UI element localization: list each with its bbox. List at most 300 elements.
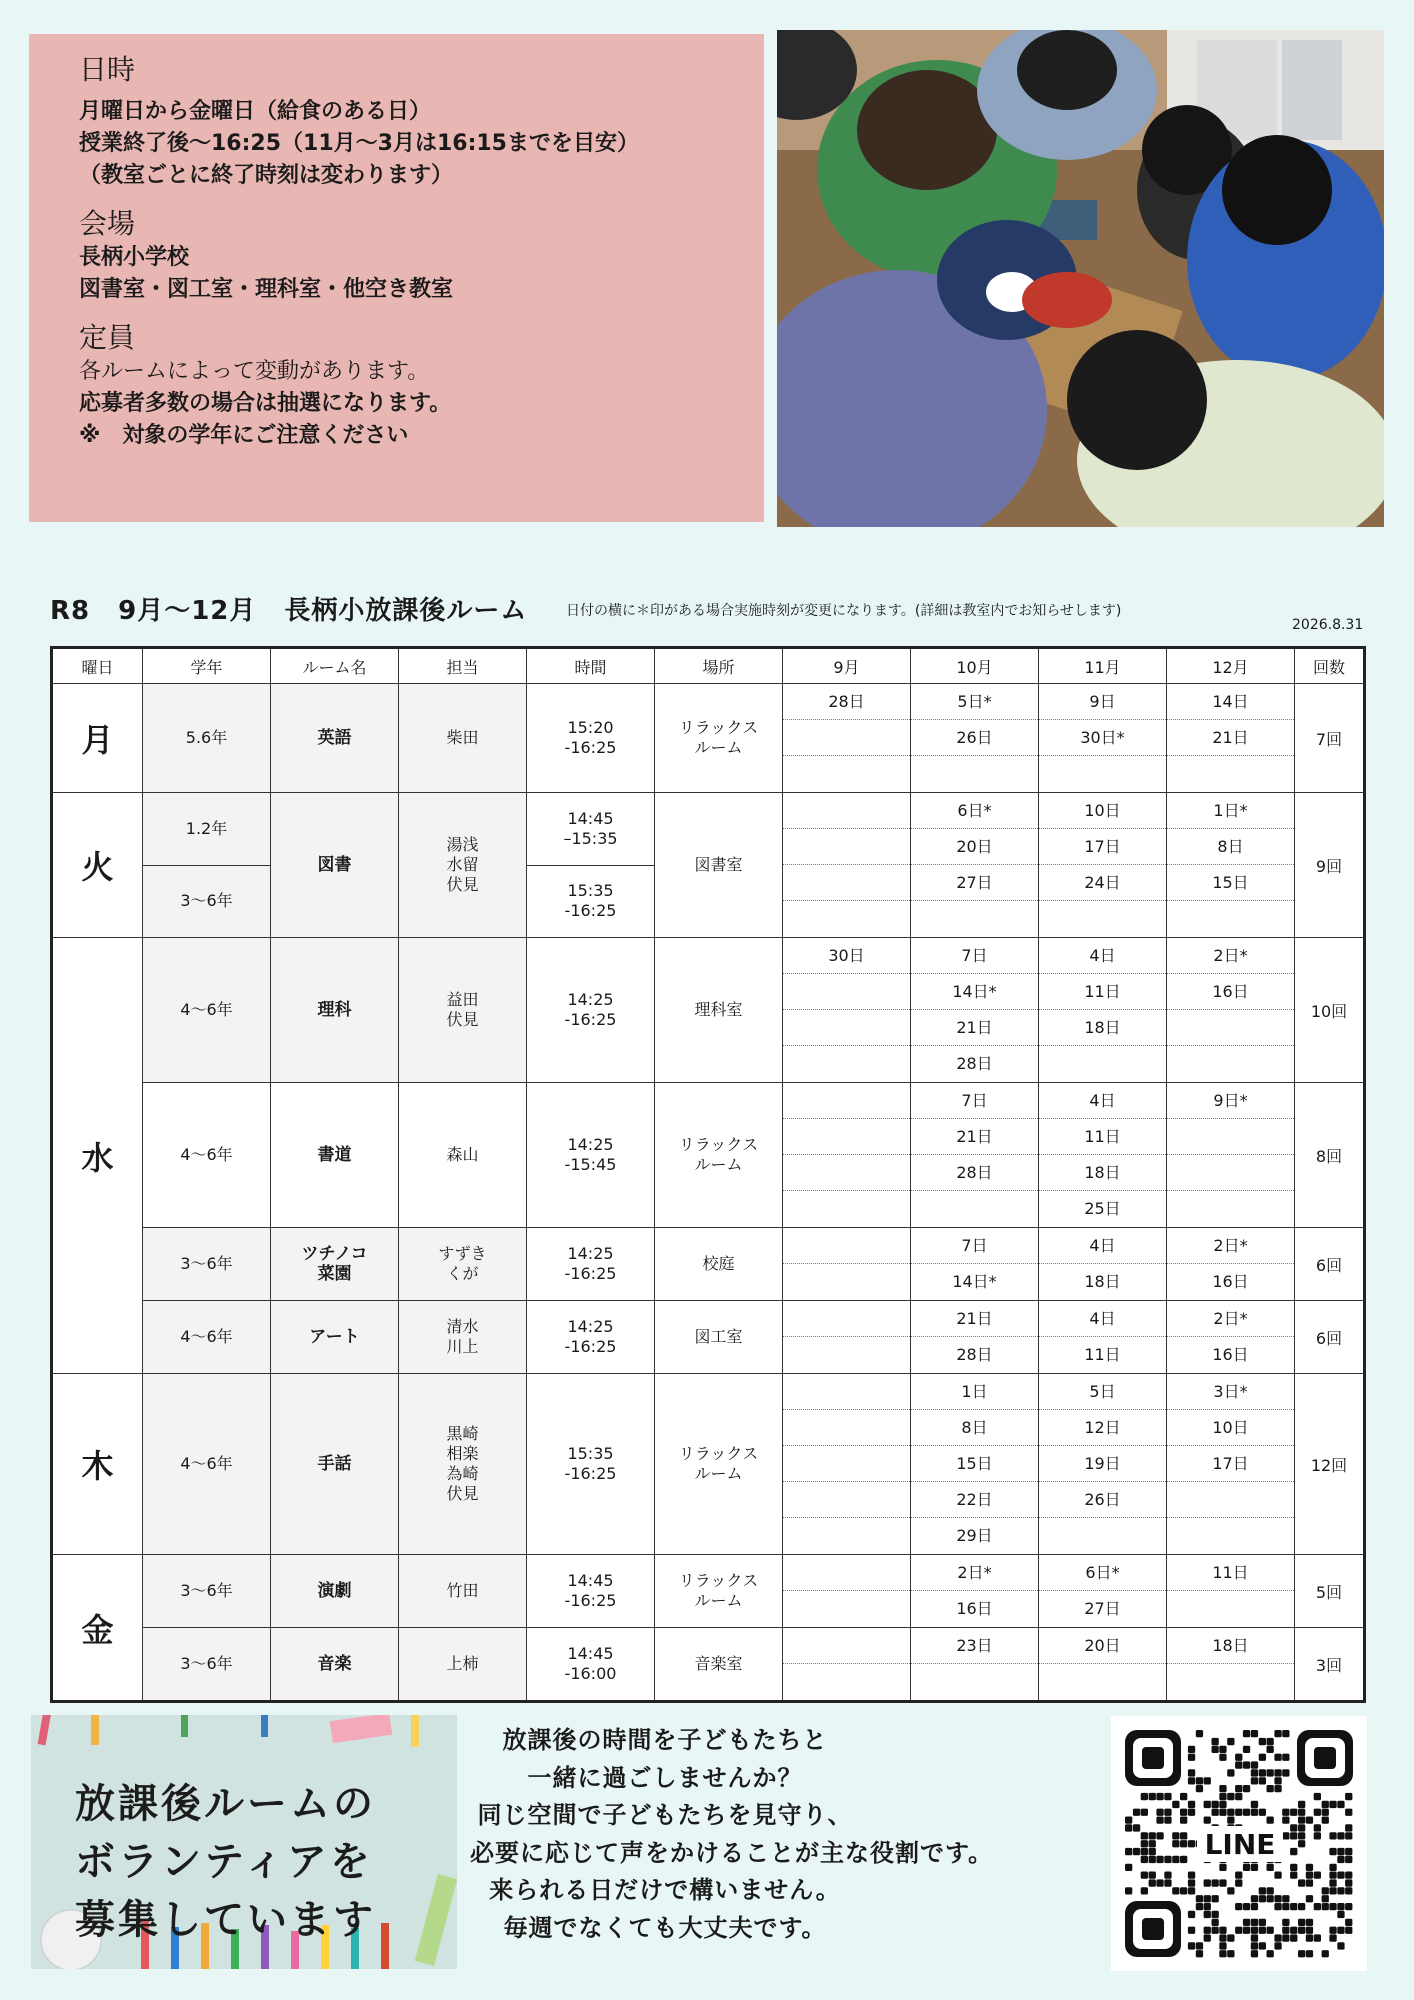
date-entry: 9日* — [1167, 1083, 1294, 1119]
date-entry: 8日 — [911, 1410, 1038, 1446]
time-line: 15:20 — [567, 718, 614, 737]
table-row — [52, 938, 1365, 1083]
time-cell — [527, 1555, 655, 1628]
place-cell — [655, 793, 783, 938]
place-line: 図工室 — [694, 1327, 743, 1346]
header-day: 曜日 — [52, 648, 143, 684]
date-entry: 16日 — [956, 1599, 993, 1618]
capacity-line: 応募者多数の場合は抽選になります。 — [79, 391, 452, 416]
venue-line: 図書室・図工室・理科室・他空き教室 — [79, 277, 454, 302]
qr-line-label: LINE — [1204, 1828, 1276, 1861]
staff-line: 伏見 — [446, 1010, 479, 1029]
place-line: リラックス — [678, 1444, 759, 1463]
date-entry — [1167, 1046, 1294, 1082]
date-entry: 21日 — [911, 1119, 1038, 1155]
month-cell — [1167, 684, 1295, 793]
month-cell — [911, 1555, 1039, 1628]
date-entry: 3日* — [1167, 1374, 1294, 1410]
place-line: ルーム — [694, 738, 743, 757]
date-entry: 18日 — [1084, 1272, 1121, 1291]
date-entry — [783, 974, 910, 1010]
staff-line: 益田 — [446, 990, 479, 1009]
month-cell — [1167, 938, 1295, 1083]
volunteer-line: 放課後ルームの — [75, 1781, 376, 1827]
month-dates — [1167, 1083, 1294, 1227]
month-dates — [1039, 1301, 1166, 1373]
date-entry: 27日 — [911, 865, 1038, 901]
month-dates — [1039, 793, 1166, 937]
date-entry: 28日 — [956, 1054, 993, 1073]
table-row — [52, 684, 1365, 793]
day-cell: 水 — [52, 938, 143, 1374]
date-entry — [783, 1374, 910, 1410]
header-grade: 学年 — [143, 648, 271, 684]
date-entry: 18日 — [1039, 1155, 1166, 1191]
date-entry — [783, 1155, 910, 1191]
grade-cell: 3〜6年 — [143, 1555, 271, 1628]
count-cell: 6回 — [1295, 1228, 1365, 1301]
message-line: 同じ空間で子どもたちを見守り、 — [477, 1801, 853, 1829]
table-row — [52, 1555, 1365, 1628]
time-line: 14:25 — [567, 1244, 614, 1263]
room-cell — [271, 1228, 399, 1301]
month-cell — [783, 1628, 911, 1702]
place-line: リラックス — [678, 1571, 759, 1590]
children-photo — [777, 30, 1384, 527]
place-line: 図書室 — [694, 855, 743, 874]
month-dates — [783, 938, 910, 1082]
volunteer-line: ボランティアを — [75, 1839, 373, 1885]
time-line: –15:35 — [563, 828, 618, 848]
month-dates — [783, 1228, 910, 1300]
date-entry: 15日 — [1167, 865, 1294, 901]
date-entry — [783, 1446, 910, 1482]
staff-line: 黒崎 — [446, 1424, 479, 1443]
capacity-line: 各ルームによって変動があります。 — [79, 359, 430, 384]
room-cell: 書道 — [271, 1083, 399, 1228]
date-entry: 1日* — [1167, 793, 1294, 829]
month-dates — [783, 1374, 910, 1554]
month-dates — [911, 1228, 1038, 1300]
room-cell: 演劇 — [271, 1555, 399, 1628]
month-cell — [1167, 1374, 1295, 1555]
date-entry: 30日 — [783, 938, 910, 974]
count-cell: 10回 — [1295, 938, 1365, 1083]
staff-cell — [399, 1555, 527, 1628]
date-entry — [783, 1518, 910, 1554]
date-entry: 17日 — [1167, 1446, 1294, 1482]
date-entry: 28日 — [956, 1345, 993, 1364]
capacity-section — [79, 316, 714, 452]
venue-heading: 会場 — [79, 207, 136, 240]
date-entry — [783, 1410, 910, 1446]
time-line: -16:25 — [564, 1591, 617, 1610]
month-cell — [783, 1228, 911, 1301]
date-entry: 10日 — [1167, 1410, 1294, 1446]
header-time: 時間 — [527, 648, 655, 684]
date-entry — [783, 1555, 910, 1591]
header-dec: 12月 — [1167, 648, 1295, 684]
date-entry — [783, 1301, 910, 1337]
time-cell — [527, 1301, 655, 1374]
message-line: 放課後の時間を子どもたちと — [502, 1726, 828, 1754]
date-entry: 26日 — [1039, 1482, 1166, 1518]
grade-cell: 5.6年 — [143, 684, 271, 793]
table-header-row — [52, 648, 1365, 684]
staff-cell — [399, 793, 527, 938]
date-entry: 14日* — [911, 974, 1038, 1010]
date-entry — [783, 1228, 910, 1264]
date-entry: 12日 — [1039, 1410, 1166, 1446]
time-line: -16:25 — [564, 738, 617, 757]
capacity-heading: 定員 — [79, 321, 136, 354]
date-entry — [783, 1119, 910, 1155]
place-cell — [655, 1628, 783, 1702]
time-line: -16:25 — [564, 1264, 617, 1283]
header-count: 回数 — [1295, 648, 1365, 684]
date-entry: 11日 — [1039, 1119, 1166, 1155]
grade-cell: 4〜6年 — [143, 1374, 271, 1555]
date-entry: 25日 — [1084, 1199, 1121, 1218]
month-dates — [911, 793, 1038, 937]
date-entry: 1日 — [911, 1374, 1038, 1410]
month-dates — [1167, 1628, 1294, 1700]
capacity-line: ※ 対象の学年にご注意ください — [79, 423, 409, 448]
month-dates — [1039, 1228, 1166, 1300]
volunteer-line: 募集しています — [75, 1897, 376, 1943]
children-illustration — [777, 30, 1384, 527]
date-entry — [783, 793, 910, 829]
place-cell — [655, 938, 783, 1083]
staff-line: 相楽 — [446, 1444, 479, 1463]
table-row — [52, 1083, 1365, 1228]
date-entry — [783, 1337, 910, 1373]
date-entry: 16日 — [1212, 1345, 1249, 1364]
date-entry — [1167, 1119, 1294, 1155]
count-cell: 8回 — [1295, 1083, 1365, 1228]
time-cell — [527, 865, 655, 938]
date-entry: 4日 — [1039, 938, 1166, 974]
staff-cell — [399, 1628, 527, 1702]
header-sep: 9月 — [783, 648, 911, 684]
staff-line: 上柿 — [446, 1654, 479, 1673]
time-line: -16:25 — [564, 1010, 617, 1029]
venue-section — [79, 202, 714, 306]
header-place: 場所 — [655, 648, 783, 684]
month-dates — [783, 1301, 910, 1373]
month-cell — [911, 1083, 1039, 1228]
date-entry — [1039, 901, 1166, 937]
date-entry — [783, 829, 910, 865]
room-cell: 手話 — [271, 1374, 399, 1555]
room-cell: 図書 — [271, 793, 399, 938]
date-entry — [1167, 1191, 1294, 1227]
grade-cell: 3〜6年 — [143, 1228, 271, 1301]
date-entry: 2日* — [911, 1555, 1038, 1591]
datetime-line: （教室ごとに終了時刻は変わります） — [79, 163, 454, 188]
date-entry: 18日 — [1167, 1628, 1294, 1664]
day-cell: 月 — [52, 684, 143, 793]
month-dates — [1167, 684, 1294, 792]
time-line: -16:25 — [564, 1464, 617, 1483]
table-row — [52, 1301, 1365, 1374]
month-cell — [1039, 1083, 1167, 1228]
count-cell: 9回 — [1295, 793, 1365, 938]
table-row — [52, 1628, 1365, 1702]
date-entry — [783, 1628, 910, 1664]
month-cell — [1167, 1628, 1295, 1702]
month-cell — [783, 1374, 911, 1555]
date-entry: 23日 — [911, 1628, 1038, 1664]
qr-code-icon — [1111, 1716, 1367, 1971]
grade-cell: 4〜6年 — [143, 1083, 271, 1228]
month-dates — [1039, 1555, 1166, 1627]
month-dates — [1039, 938, 1166, 1082]
table-row — [52, 793, 1365, 866]
date-entry — [1167, 1664, 1294, 1700]
date-entry: 29日 — [956, 1526, 993, 1545]
staff-cell — [399, 1083, 527, 1228]
room-cell: アート — [271, 1301, 399, 1374]
date-entry: 2日* — [1167, 1301, 1294, 1337]
schedule-title — [50, 590, 555, 627]
date-entry: 15日 — [911, 1446, 1038, 1482]
date-entry: 20日 — [1039, 1628, 1166, 1664]
month-cell — [783, 1555, 911, 1628]
count-cell: 12回 — [1295, 1374, 1365, 1555]
grade-cell: 1.2年 — [143, 793, 271, 866]
date-entry — [1167, 756, 1294, 792]
time-line: 14:45 — [567, 1571, 614, 1590]
staff-cell — [399, 1228, 527, 1301]
month-cell — [911, 1374, 1039, 1555]
room-cell: 英語 — [271, 684, 399, 793]
message-line: 必要に応じて声をかけることが主な役割です。 — [470, 1838, 994, 1867]
schedule-table — [50, 646, 1366, 1703]
date-entry: 7日 — [911, 938, 1038, 974]
time-line: 14:25 — [567, 1135, 614, 1154]
date-entry — [783, 720, 910, 756]
time-cell — [527, 1374, 655, 1555]
date-entry: 17日 — [1039, 829, 1166, 865]
datetime-line: 授業終了後〜16:25（11月〜3月は16:15までを目安） — [79, 131, 639, 156]
time-cell — [527, 938, 655, 1083]
day-cell: 火 — [52, 793, 143, 938]
date-entry — [1167, 901, 1294, 937]
date-entry: 27日 — [1084, 1599, 1121, 1618]
time-line: 15:35 — [567, 1444, 614, 1463]
grade-cell: 3〜6年 — [143, 1628, 271, 1702]
month-dates — [783, 793, 910, 937]
date-entry: 24日 — [1039, 865, 1166, 901]
date-entry: 21日 — [911, 1301, 1038, 1337]
place-cell — [655, 1301, 783, 1374]
grade-cell: 3〜6年 — [143, 865, 271, 938]
count-cell: 7回 — [1295, 684, 1365, 793]
month-dates — [1167, 1374, 1294, 1554]
table-row — [52, 1374, 1365, 1555]
time-line: 14:45 — [567, 1644, 614, 1663]
place-line: ルーム — [694, 1591, 743, 1610]
place-cell — [655, 1374, 783, 1555]
month-cell — [1167, 1555, 1295, 1628]
message-line: 毎週でなくても大丈夫です。 — [503, 1913, 827, 1942]
staff-line: 森山 — [446, 1145, 479, 1164]
staff-line: 為崎 — [446, 1464, 479, 1483]
month-dates — [911, 938, 1038, 1082]
month-cell — [911, 684, 1039, 793]
date-entry — [1039, 1518, 1166, 1554]
month-cell — [911, 1628, 1039, 1702]
staff-line: 川上 — [446, 1337, 479, 1356]
month-cell — [783, 1083, 911, 1228]
month-cell — [1039, 938, 1167, 1083]
header-staff: 担当 — [399, 648, 527, 684]
time-line: 15:35 — [567, 881, 614, 901]
date-entry — [783, 1482, 910, 1518]
month-dates — [783, 684, 910, 792]
month-dates — [1167, 1301, 1294, 1373]
date-entry: 2日* — [1167, 1228, 1294, 1264]
room-cell: 理科 — [271, 938, 399, 1083]
month-cell — [783, 1301, 911, 1374]
month-cell — [1167, 1228, 1295, 1301]
place-line: リラックス — [678, 1135, 759, 1154]
date-entry: 14日 — [1167, 684, 1294, 720]
month-dates — [911, 1628, 1038, 1700]
staff-cell — [399, 938, 527, 1083]
date-entry: 21日 — [1167, 720, 1294, 756]
date-entry — [911, 756, 1038, 792]
date-entry: 6日* — [911, 793, 1038, 829]
date-entry: 14日* — [952, 1272, 997, 1291]
date-entry — [1167, 1482, 1294, 1518]
month-cell — [1167, 793, 1295, 938]
date-entry — [783, 1591, 910, 1627]
date-entry: 5日 — [1039, 1374, 1166, 1410]
date-entry — [783, 756, 910, 792]
staff-line: すずき — [438, 1244, 487, 1263]
date-entry — [783, 1083, 910, 1119]
place-line: 校庭 — [702, 1254, 735, 1273]
month-cell — [783, 793, 911, 938]
time-line: -16:00 — [564, 1664, 617, 1683]
time-cell — [527, 793, 655, 866]
date-entry — [783, 1046, 910, 1082]
date-entry — [783, 1010, 910, 1046]
month-cell — [783, 938, 911, 1083]
date-entry: 11日 — [1039, 974, 1166, 1010]
date-entry: 7日 — [911, 1228, 1038, 1264]
count-cell: 6回 — [1295, 1301, 1365, 1374]
time-line: -15:45 — [564, 1155, 617, 1174]
place-line: 音楽室 — [694, 1654, 743, 1673]
title-period: 9月〜12月 — [118, 596, 257, 626]
month-dates — [911, 1083, 1038, 1227]
date-entry — [783, 1264, 910, 1300]
date-entry: 5日* — [911, 684, 1038, 720]
time-line: -16:25 — [564, 901, 617, 921]
message-line: 一緒に過ごしませんか？ — [527, 1763, 803, 1792]
month-dates — [783, 1628, 910, 1700]
date-entry — [911, 1191, 1038, 1227]
month-cell — [1039, 1628, 1167, 1702]
time-line: -16:25 — [564, 1337, 617, 1356]
date-entry — [1167, 1518, 1294, 1554]
month-cell — [1039, 1374, 1167, 1555]
date-entry — [783, 865, 910, 901]
date-entry: 9日 — [1039, 684, 1166, 720]
datetime-section — [79, 48, 714, 192]
month-dates — [1039, 1083, 1166, 1227]
date-entry: 6日* — [1039, 1555, 1166, 1591]
month-dates — [783, 1083, 910, 1227]
staff-line: くが — [446, 1264, 479, 1283]
room-cell: 音楽 — [271, 1628, 399, 1702]
month-dates — [1167, 793, 1294, 937]
date-entry: 20日 — [911, 829, 1038, 865]
staff-line: 竹田 — [446, 1581, 479, 1600]
date-entry: 21日 — [911, 1010, 1038, 1046]
date-entry: 11日 — [1167, 1555, 1294, 1591]
date-entry: 4日 — [1039, 1301, 1166, 1337]
time-cell — [527, 1083, 655, 1228]
month-cell — [783, 684, 911, 793]
place-cell — [655, 1228, 783, 1301]
count-cell: 5回 — [1295, 1555, 1365, 1628]
time-line: 14:25 — [567, 1317, 614, 1336]
volunteer-text — [75, 1775, 376, 1949]
date-entry: 4日 — [1039, 1083, 1166, 1119]
date-entry: 16日 — [1167, 974, 1294, 1010]
time-line: 14:25 — [567, 990, 614, 1009]
date-entry — [1167, 1155, 1294, 1191]
line-qr-code[interactable] — [1111, 1716, 1367, 1971]
header-oct: 10月 — [911, 648, 1039, 684]
room-line: 菜園 — [317, 1264, 352, 1284]
date-entry: 4日 — [1039, 1228, 1166, 1264]
month-dates — [1167, 1228, 1294, 1300]
month-dates — [1167, 938, 1294, 1082]
date-entry: 26日 — [911, 720, 1038, 756]
datetime-line: 月曜日から金曜日（給食のある日） — [79, 99, 432, 124]
date-entry — [1039, 1664, 1166, 1700]
month-cell — [1039, 1228, 1167, 1301]
header-nov: 11月 — [1039, 648, 1167, 684]
message-line: 来られる日だけで構いません。 — [489, 1876, 841, 1904]
date-entry: 10日 — [1039, 793, 1166, 829]
month-cell — [1167, 1301, 1295, 1374]
date-entry — [783, 901, 910, 937]
staff-line: 湯浅 — [446, 835, 479, 854]
place-cell — [655, 1555, 783, 1628]
datetime-heading: 日時 — [79, 53, 136, 86]
date-entry — [1167, 1010, 1294, 1046]
schedule-note: 日付の横に＊印がある場合実施時刻が変更になります。(詳細は教室内でお知らせします) — [566, 603, 1122, 619]
title-year: R8 — [50, 596, 91, 626]
staff-cell — [399, 684, 527, 793]
month-cell — [911, 793, 1039, 938]
date-entry — [911, 901, 1038, 937]
staff-cell — [399, 1374, 527, 1555]
info-panel — [29, 34, 764, 522]
date-entry: 16日 — [1212, 1272, 1249, 1291]
place-line: ルーム — [694, 1464, 743, 1483]
time-cell — [527, 1228, 655, 1301]
title-name: 長柄小放課後ルーム — [284, 596, 528, 626]
count-cell: 3回 — [1295, 1628, 1365, 1702]
month-cell — [1039, 1301, 1167, 1374]
